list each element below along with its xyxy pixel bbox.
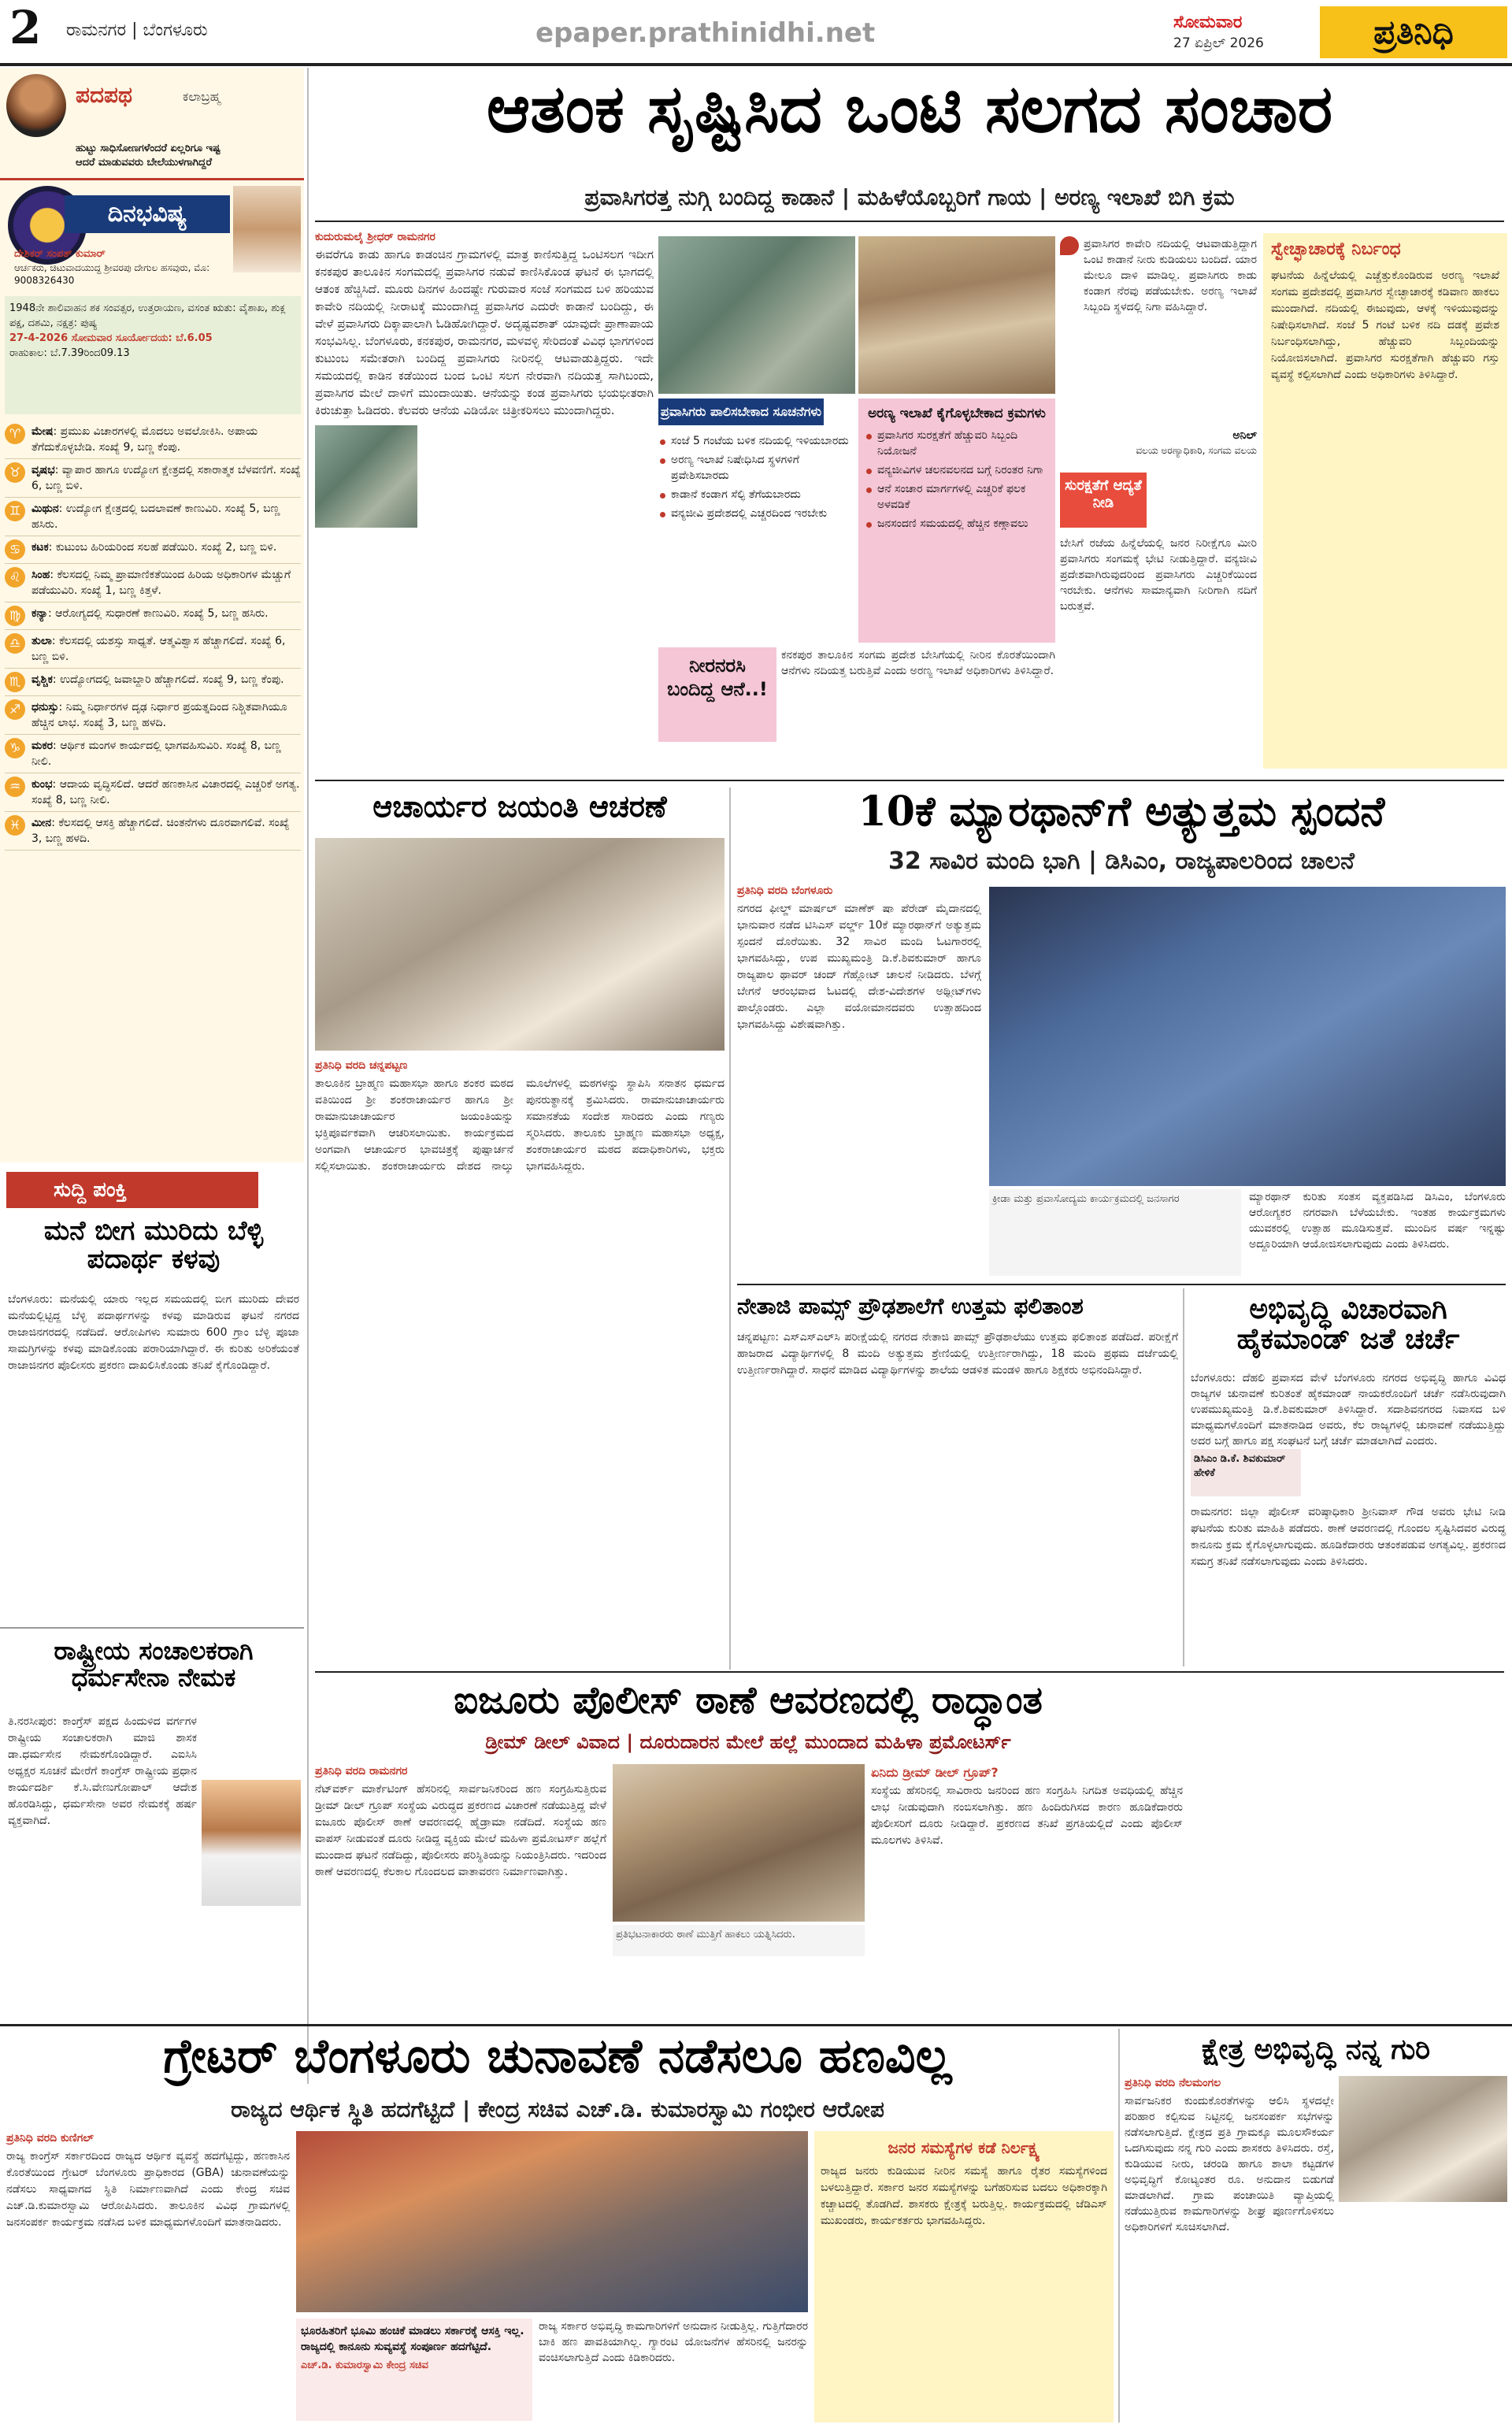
measure-item: ಪ್ರವಾಸಿಗರ ಸುರಕ್ಷತೆಗೆ ಹೆಚ್ಚುವರಿ ಸಿಬ್ಬಂದಿ ನಿಯೋಜನೆ (865, 428, 1049, 459)
acharya-photo (315, 838, 724, 1051)
divider (315, 780, 1504, 781)
kshetra-headline: ಕ್ಷೇತ್ರ ಅಭಿವೃದ್ಧಿ ನನ್ನ ಗುರಿ (1201, 2033, 1431, 2066)
ijooru-headline: ಐಜೂರು ಪೊಲೀಸ್ ಠಾಣೆ ಆವರಣದಲ್ಲಿ ರಾದ್ಧಾಂತ (454, 1678, 1043, 1722)
tip-item: ವನ್ಯಜೀವಿ ಪ್ರದೇಶದಲ್ಲಿ ಎಚ್ಚರದಿಂದ ಇರಬೇಕು (658, 506, 852, 521)
forest-measures-title: ಅರಣ್ಯ ಇಲಾಖೆ ಕೈಗೊಳ್ಳಬೇಕಾದ ಕ್ರಮಗಳು (868, 406, 1046, 421)
suddi-story1-text: ಬೆಂಗಳೂರು: ಮನೆಯಲ್ಲಿ ಯಾರು ಇಲ್ಲದ ಸಮಯದಲ್ಲಿ ಬೀಗ ಮುರಿದು ದೇವರ ಮನೆಯಲ್ಲಿಟ್ಟಿದ್ದ ಬೆಳ್ಳಿ ಪದಾರ್ಥಗಳನ್ನು ಕಳವು ಮಾಡಿರುವ ಘಟನೆ ನಗರದ ರಾಜಾಜಿನಗರದಲ್ಲಿ ನಡೆದಿದೆ. ಆರೋಪಿಗಳು ಸುಮಾರು 600 ಗ್ರಾಂ ಬೆಳ್ಳಿ ಪೂಜಾ ಸಾಮಗ್ರಿಗಳನ್ನು ಕಳವು ಮಾಡಿಕೊಂಡು ಪರಾರಿಯಾಗಿದ್ದಾರೆ. ಈ ಕುರಿತು ಅರಿಕೆಯಂತೆ ರಾಜಾಜಿನಗರ ಪೊಲೀಸರು ಪ್ರಕರಣ ದಾಖಲಿಸಿಕೊಂಡು ತನಿಖೆ ಕೈಗೊಂಡಿದ್ದಾರೆ. (8, 1293, 299, 1372)
kshetra-photo (1339, 2076, 1507, 2202)
netaji-text: ಚನ್ನಪಟ್ಟಣ: ಎಸ್‌ಎಸ್‌ಎಲ್‌ಸಿ ಪರೀಕ್ಷೆಯಲ್ಲಿ ನಗರದ ನೇತಾಜಿ ಪಾಮ್ಸ್ ಪ್ರೌಢಶಾಲೆಯು ಉತ್ತಮ ಫಲಿತಾಂಶ ಪಡೆದಿದೆ. ಪರೀಕ್ಷೆಗೆ ಹಾಜರಾದ ವಿದ್ಯಾರ್ಥಿಗಳಲ್ಲಿ 8 ಮಂದಿ ಅತ್ಯುತ್ತಮ ಶ್ರೇಣಿಯಲ್ಲಿ ಉತ್ತೀರ್ಣರಾಗಿದ್ದು, 18 ಮಂದಿ ಪ್ರಥಮ ದರ್ಜೆಯಲ್ಲಿ ಉತ್ತೀರ್ಣರಾಗಿದ್ದಾರೆ. ಸಾಧನೆ ಮಾಡಿದ ವಿದ್ಯಾರ್ಥಿಗಳನ್ನು ಶಾಲೆಯ ಆಡಳಿತ ಮಂಡಳಿ ಹಾಗೂ ಶಿಕ್ಷಕರು ಅಭಿನಂದಿಸಿದ್ದಾರೆ. (737, 1331, 1178, 1377)
measure-item: ಆನೆ ಸಂಚಾರ ಮಾರ್ಗಗಳಲ್ಲಿ ಎಚ್ಚರಿಕೆ ಫಲಕ ಅಳವಡಿಕೆ (865, 481, 1049, 513)
rahu-kala: ರಾಹುಕಾಲ: ಬೆ.7.39ರಿಂದ09.13 (9, 347, 130, 359)
zodiac-item: ♋ ಕಟಕ: ಕುಟುಂಬ ಹಿರಿಯರಿಂದ ಸಲಹೆ ಪಡೆಯಿರಿ. ಸಂಖ್ಯೆ 2, ಬಣ್ಣ ಬಿಳಿ. (5, 536, 301, 564)
quote-title: ನೀರನರಸಿ ಬಂದಿದ್ದ ಆನೆ..! (658, 647, 776, 742)
section-title: ರಾಮನಗರ | ಬೆಂಗಳೂರು (66, 20, 208, 40)
column-divider (729, 788, 731, 1670)
suddi-story1-title: ಮನೆ ಬೀಗ ಮುರಿದು ಬೆಳ್ಳಿ ಪದಾರ್ಥ ಕಳವು (43, 1215, 264, 1275)
greater-subhead: ರಾಜ್ಯದ ಆರ್ಥಿಕ ಸ್ಥಿತಿ ಹದಗೆಟ್ಟಿದೆ | ಕೇಂದ್ರ ಸಚಿವ ಎಚ್.ಡಿ. ಕುಮಾರಸ್ವಾಮಿ ಗಂಭೀರ ಆರೋಪ (231, 2096, 884, 2122)
greater-box (814, 2131, 1114, 2422)
ijooru-right-text: ಸಂಸ್ಥೆಯ ಹೆಸರಿನಲ್ಲಿ ಸಾವಿರಾರು ಜನರಿಂದ ಹಣ ಸಂಗ್ರಹಿಸಿ ನಿಗದಿತ ಅವಧಿಯಲ್ಲಿ ಹೆಚ್ಚಿನ ಲಾಭ ನೀಡುವುದಾಗಿ ನಂಬಿಸಲಾಗಿತ್ತು. ಹಣ ಹಿಂದಿರುಗಿಸದ ಕಾರಣ ಹೂಡಿಕೆದಾರರು ಪೊಲೀಸರಿಗೆ ದೂರು ನೀಡಿದ್ದಾರೆ. ಪ್ರಕರಣದ ತನಿಖೆ ಪ್ರಗತಿಯಲ್ಲಿದೆ ಎಂದು ಪೊಲೀಸ್ ಮೂಲಗಳು ತಿಳಿಸಿವೆ. (871, 1785, 1183, 1847)
side-text: ಘಟನೆಯ ಹಿನ್ನೆಲೆಯಲ್ಲಿ ಎಚ್ಚೆತ್ತುಕೊಂಡಿರುವ ಅರಣ್ಯ ಇಲಾಖೆ ಸಂಗಮ ಪ್ರದೇಶದಲ್ಲಿ ಪ್ರವಾಸಿಗರ ಸ್ವೇಚ್ಛಾಚಾರಕ್ಕೆ ಕಡಿವಾಣ ಹಾಕಲು ಮುಂದಾಗಿದೆ. ನದಿಯಲ್ಲಿ ಈಜುವುದು, ಆಳಕ್ಕೆ ಇಳಿಯುವುದನ್ನು ನಿಷೇಧಿಸಲಾಗಿದೆ. ಸಂಜೆ 5 ಗಂಟೆ ಬಳಿಕ ನದಿ ದಡಕ್ಕೆ ಪ್ರವೇಶ ನಿರ್ಬಂಧಿಸಲಾಗಿದ್ದು, ಹೆಚ್ಚುವರಿ ಸಿಬ್ಬಂದಿಯನ್ನು ನಿಯೋಜಿಸಲಾಗಿದೆ. ಪ್ರವಾಸಿಗರ ಸುರಕ್ಷತೆಗಾಗಿ ಹೆಚ್ಚುವರಿ ಗಸ್ತು ವ್ಯವಸ್ಥೆ ಕಲ್ಪಿಸಲಾಗಿದೆ ಎಂದು ಅಧಿಕಾರಿಗಳು ತಿಳಿಸಿದ್ದಾರೆ. (1271, 269, 1499, 381)
ijooru-photo (613, 1764, 865, 1922)
divider (0, 178, 304, 180)
elephant-subhead: ಪ್ರವಾಸಿಗರತ್ತ ನುಗ್ಗಿ ಬಂದಿದ್ದ ಕಾಡಾನೆ | ಮಹಿಳೆಯೊಬ್ಬರಿಗೆ ಗಾಯ | ಅರಣ್ಯ ಇಲಾಖೆ ಬಿಗಿ ಕ್ರಮ (584, 184, 1235, 210)
politician-photo (202, 1780, 301, 1906)
measure-item: ವನ್ಯಜೀವಿಗಳ ಚಲನವಲನದ ಬಗ್ಗೆ ನಿರಂತರ ನಿಗಾ (865, 462, 1049, 478)
greater-box-title: ಜನರ ಸಮಸ್ಯೆಗಳ ಕಡೆ ನಿರ್ಲಕ್ಷ್ಯ (888, 2138, 1040, 2157)
zodiac-item: ♊ ಮಿಥುನ: ಉದ್ಯೋಗ ಕ್ಷೇತ್ರದಲ್ಲಿ ಬದಲಾವಣೆ ಕಾಣುವಿರಿ. ಸಂಖ್ಯೆ 5, ಬಣ್ಣ ಹಸಿರು. (5, 498, 301, 536)
suddi-title: ಸುದ್ದಿ ಪಂಕ್ತಿ (6, 1172, 258, 1208)
zodiac-item: ♒ ಕುಂಭ: ಆದಾಯ ವೃದ್ಧಿಸಲಿದೆ. ಆದರೆ ಹಣಕಾಸಿನ ವಿಚಾರದಲ್ಲಿ ಎಚ್ಚರಿಕೆ ಅಗತ್ಯ. ಸಂಖ್ಯೆ 8, ಬಣ್ಣ ನೀಲಿ. (5, 773, 301, 812)
astrologer-name: ದೇಶಿಕರ್ ಸಂಪತ್ ಕುಮಾರ್ (14, 248, 106, 260)
ijooru-far-text: ರಾಮನಗರ: ಜಿಲ್ಲಾ ಪೊಲೀಸ್ ವರಿಷ್ಠಾಧಿಕಾರಿ ಶ್ರೀನಿವಾಸ್ ಗೌಡ ಅವರು ಭೇಟಿ ನೀಡಿ ಘಟನೆಯ ಕುರಿತು ಮಾಹಿತಿ ಪಡೆದರು. ಠಾಣೆ ಆವರಣದಲ್ಲಿ ಗೊಂದಲ ಸೃಷ್ಟಿಸಿದವರ ವಿರುದ್ಧ ಕಾನೂನು ಕ್ರಮ ಕೈಗೊಳ್ಳಲಾಗುವುದು. ಹೂಡಿಕೆದಾರರು ಆತಂಕಪಡುವ ಅಗತ್ಯವಿಲ್ಲ. ಪ್ರಕರಣದ ಸಮಗ್ರ ತನಿಖೆ ನಡೆಸಲಾಗುವುದು ಎಂದು ತಿಳಿಸಿದರು. (1191, 1506, 1506, 1568)
astrologer-info: ಆರ್ಚಕರು, ಚಿಟುವಾದಯುದ್ದ ಶ್ರೀವರಪು ದೇಗುಲ ಹಸವುರು, ಮೊ: 9008326430 (14, 262, 210, 286)
aquarius-icon: ♒ (5, 777, 25, 797)
greater-mid-text: ರಾಜ್ಯ ಸರ್ಕಾರ ಅಭಿವೃದ್ಧಿ ಕಾಮಗಾರಿಗಳಿಗೆ ಅನುದಾನ ನೀಡುತ್ತಿಲ್ಲ. ಗುತ್ತಿಗೆದಾರರ ಬಾಕಿ ಹಣ ಪಾವತಿಯಾಗಿಲ್ಲ. ಗ್ಯಾರಂಟಿ ಯೋಜನೆಗಳ ಹೆಸರಿನಲ್ಲಿ ಜನರನ್ನು ವಂಚಿಸಲಾಗುತ್ತಿದೆ ಎಂದು ಕಿಡಿಕಾರಿದರು. (539, 2320, 808, 2364)
marathon-subhead: 32 ಸಾವಿರ ಮಂದಿ ಭಾಗಿ | ಡಿಸಿಎಂ, ರಾಜ್ಯಪಾಲರಿಂದ ಚಾಲನೆ (888, 847, 1354, 875)
elephant-byline: ಕುದುರುಮಲೈ ಶ್ರೀಧರ್ ರಾಮನಗರ (315, 231, 435, 243)
horoscope-title: ದಿನಭವಿಷ್ಯ (65, 195, 230, 233)
safety-title: ಸುರಕ್ಷತೆಗೆ ಆದ್ಯತೆ ನೀಡಿ (1060, 473, 1147, 528)
officer-name: ಅನಿಲ್ (1232, 429, 1257, 442)
zodiac-item: ♎ ತುಲಾ: ಕೆಲಸದಲ್ಲಿ ಯಶಸ್ಸು ಸಾಧ್ಯತೆ. ಆತ್ಮವಿಶ್ವಾಸ ಹೆಚ್ಚಾಗಲಿದೆ. ಸಂಖ್ಯೆ 6, ಬಣ್ಣ ಬಿಳಿ. (5, 630, 301, 669)
kshetra-byline: ಪ್ರತಿನಿಧಿ ವರದಿ ನೆಲಮಂಗಲ (1125, 2077, 1221, 2089)
tip-item: ಅರಣ್ಯ ಇಲಾಖೆ ನಿಷೇಧಿಸಿದ ಸ್ಥಳಗಳಿಗೆ ಪ್ರವೇಶಿಸಬಾರದು (658, 452, 852, 484)
taurus-icon: ♉ (5, 462, 25, 483)
marathon-text: ನಗರದ ಫೀಲ್ಡ್ ಮಾರ್ಷಲ್ ಮಾಣೆಕ್ ಷಾ ಪೆರೇಡ್ ಮೈದಾನದಲ್ಲಿ ಭಾನುವಾರ ನಡೆದ ಟಿಸಿಎಸ್ ವರ್ಲ್ಡ್ 10ಕೆ ಮ್ಯಾರಥಾನ್‌ಗೆ ಅತ್ಯುತ್ತಮ ಸ್ಪಂದನೆ ದೊರೆಯಿತು. 32 ಸಾವಿರ ಮಂದಿ ಓಟಗಾರರಲ್ಲಿ ಭಾಗವಹಿಸಿದ್ದು, ಉಪ ಮುಖ್ಯಮಂತ್ರಿ ಡಿ.ಕೆ.ಶಿವಕುಮಾರ್ ಹಾಗೂ ರಾಜ್ಯಪಾಲ ಥಾವರ್ ಚಂದ್ ಗೆಹ್ಲೋಟ್ ಚಾಲನೆ ನೀಡಿದರು. ಬೆಳಗ್ಗೆ ಬೇಗನೆ ಆರಂಭವಾದ ಓಟದಲ್ಲಿ ದೇಶ-ವಿದೇಶಗಳ ಅಥ್ಲೀಟ್‌ಗಳು ಪಾಲ್ಗೊಂಡರು. ಎಲ್ಲಾ ವಯೋಮಾನದವರು ಉತ್ಸಾಹದಿಂದ ಭಾಗವಹಿಸಿದ್ದು ವಿಶೇಷವಾಗಿತ್ತು. (737, 903, 981, 1031)
column-divider (1183, 1288, 1184, 1666)
greater-byline: ಪ್ರತಿನಿಧಿ ವರದಿ ಕುಣಿಗಲ್ (6, 2132, 94, 2144)
divider (0, 2024, 1512, 2026)
acharya-headline: ಆಚಾರ್ಯರ ಜಯಂತಿ ಆಚರಣೆ (372, 788, 667, 824)
zodiac-item: ♏ ವೃಶ್ಚಿಕ: ಉದ್ಯೋಗದಲ್ಲಿ ಜವಾಬ್ದಾರಿ ಹೆಚ್ಚಾಗಲಿದೆ. ಸಂಖ್ಯೆ 9, ಬಣ್ಣ ಕೆಂಪು. (5, 669, 301, 696)
padapatha-author: ಕಲಾಬ್ರಹ್ಮ (183, 89, 221, 104)
marathon-photo (989, 887, 1506, 1186)
suddi-story2-text: ತಿ.ನರಸೀಪುರ: ಕಾಂಗ್ರೆಸ್ ಪಕ್ಷದ ಹಿಂದುಳಿದ ವರ್ಗಗಳ ರಾಷ್ಟ್ರೀಯ ಸಂಚಾಲಕರಾಗಿ ಮಾಜಿ ಶಾಸಕ ಡಾ.ಧರ್ಮಸೇನ ನೇಮಕಗೊಂಡಿದ್ದಾರೆ. ಎಐಸಿಸಿ ಅಧ್ಯಕ್ಷರ ಸೂಚನೆ ಮೇರೆಗೆ ಕಾಂಗ್ರೆಸ್ ರಾಷ್ಟ್ರೀಯ ಪ್ರಧಾನ ಕಾರ್ಯದರ್ಶಿ ಕೆ.ಸಿ.ವೇಣುಗೋಪಾಲ್ ಆದೇಶ ಹೊರಡಿಸಿದ್ದು, ಧರ್ಮಸೇನಾ ಅವರ ನೇಮಕಕ್ಕೆ ಹರ್ಷ ವ್ಯಕ್ತವಾಗಿದೆ. (8, 1715, 197, 1827)
scorpio-icon: ♏ (5, 672, 25, 692)
elephant-photo (858, 236, 1055, 394)
marathon-byline: ಪ್ರತಿನಿಧಿ ವರದಿ ಬೆಂಗಳೂರು (737, 884, 833, 897)
page-number: 2 (9, 1, 42, 54)
header-rule (0, 63, 1512, 66)
virgo-icon: ♍ (5, 606, 25, 626)
padapatha-title: ಪದಪಥ (76, 82, 133, 108)
aries-icon: ♈ (5, 424, 25, 444)
quote-text: ಕನಕಪುರ ತಾಲೂಕಿನ ಸಂಗಮ ಪ್ರದೇಶ ಬೇಸಿಗೆಯಲ್ಲಿ ನೀರಿನ ಕೊರತೆಯಿಂದಾಗಿ ಆನೆಗಳು ನದಿಯತ್ತ ಬರುತ್ತಿವೆ ಎಂದು ಅರಣ್ಯ ಇಲಾಖೆ ಅಧಿಕಾರಿಗಳು ತಿಳಿಸಿದ್ದಾರೆ. (781, 649, 1055, 677)
tips-list (658, 430, 852, 643)
divider (315, 221, 1504, 222)
almanac-text: 1948ನೇ ಶಾಲಿವಾಹನ ಶಕ ಸಂವತ್ಸರ, ಉತ್ತರಾಯಣ, ವಸಂತ ಋತು: ವೈಶಾಖ, ಶುಕ್ಲ ಪಕ್ಷ, ದಶಮಿ, ನಕ್ಷತ್ರ: ಪುಷ್ಯ (9, 302, 286, 329)
kshetra-text: ಸಾರ್ವಜನಿಕರ ಕುಂದುಕೊರತೆಗಳನ್ನು ಆಲಿಸಿ ಸ್ಥಳದಲ್ಲೇ ಪರಿಹಾರ ಕಲ್ಪಿಸುವ ನಿಟ್ಟಿನಲ್ಲಿ ಜನಸಂಪರ್ಕ ಸಭೆಗಳನ್ನು ನಡೆಸಲಾಗುತ್ತಿದೆ. ಕ್ಷೇತ್ರದ ಪ್ರತಿ ಗ್ರಾಮಕ್ಕೂ ಮೂಲಸೌಕರ್ಯ ಒದಗಿಸುವುದು ನನ್ನ ಗುರಿ ಎಂದು ಶಾಸಕರು ತಿಳಿಸಿದರು. ರಸ್ತೆ, ಕುಡಿಯುವ ನೀರು, ಚರಂಡಿ ಹಾಗೂ ಶಾಲಾ ಕಟ್ಟಡಗಳ ಅಭಿವೃದ್ಧಿಗೆ ಕೋಟ್ಯಂತರ ರೂ. ಅನುದಾನ ಬಿಡುಗಡೆ ಮಾಡಲಾಗಿದೆ. ಗ್ರಾಮ ಪಂಚಾಯಿತಿ ವ್ಯಾಪ್ತಿಯಲ್ಲಿ ನಡೆಯುತ್ತಿರುವ ಕಾಮಗಾರಿಗಳನ್ನು ಶೀಘ್ರ ಪೂರ್ಣಗೊಳಿಸಲು ಅಧಿಕಾರಿಗಳಿಗೆ ಸೂಚಿಸಲಾಗಿದೆ. (1125, 2095, 1334, 2233)
ijooru-mid-title: ಏನಿದು ಡ್ರೀಮ್ ಡೀಲ್ ಗ್ರೂಪ್? (871, 1765, 999, 1780)
measure-item: ಜನಸಂದಣಿ ಸಮಯದಲ್ಲಿ ಹೆಚ್ಚಿನ ಕಣ್ಗಾವಲು (865, 516, 1049, 532)
libra-icon: ♎ (5, 633, 25, 654)
masthead-logo: ಪ್ರತಿನಿಧಿ (1320, 6, 1507, 58)
netaji-headline: ನೇತಾಜಿ ಪಾಮ್ಸ್ ಪ್ರೌಢಶಾಲೆಗೆ ಉತ್ತಮ ಫಲಿತಾಂಶ (737, 1293, 1084, 1319)
column-divider (307, 68, 309, 2084)
acharya-byline: ಪ್ರತಿನಿಧಿ ವರದಿ ಚನ್ನಪಟ್ಟಣ (315, 1059, 408, 1072)
ijooru-subhead: ಡ್ರೀಮ್ ಡೀಲ್ ವಿವಾದ | ದೂರುದಾರನ ಮೇಲೆ ಹಲ್ಲೆ ಮುಂದಾದ ಮಹಿಳಾ ಪ್ರಮೋಟರ್ಸ್ (485, 1731, 1011, 1753)
column-divider (1118, 2029, 1120, 2422)
tips-title: ಪ್ರವಾಸಿಗರು ಪಾಲಿಸಬೇಕಾದ ಸೂಚನೆಗಳು (658, 398, 824, 425)
river-photo (658, 236, 855, 394)
greater-photo (296, 2131, 808, 2312)
tip-item: ಕಾಡಾನೆ ಕಂಡಾಗ ಸೆಲ್ಫಿ ತೆಗೆಯಬಾರದು (658, 487, 852, 502)
tip-item: ಸಂಜೆ 5 ಗಂಟೆಯ ಬಳಿಕ ನದಿಯಲ್ಲಿ ಇಳಿಯಬಾರದು (658, 433, 852, 449)
cancer-icon: ♋ (5, 539, 25, 560)
side-title: ಸ್ವೇಚ್ಛಾಚಾರಕ್ಕೆ ನಿರ್ಬಂಧ (1271, 239, 1401, 259)
marathon-caption: ಕ್ರೀಡಾ ಮತ್ತು ಪ್ರವಾಸೋದ್ಯಮ ಕಾರ್ಯಕ್ರಮದಲ್ಲಿ ಜನಸಾಗರ (989, 1189, 1241, 1276)
marathon-right-text: ಮ್ಯಾರಥಾನ್ ಕುರಿತು ಸಂತಸ ವ್ಯಕ್ತಪಡಿಸಿದ ಡಿಸಿಎಂ, ಬೆಂಗಳೂರು ಆರೋಗ್ಯಕರ ನಗರವಾಗಿ ಬೆಳೆಯಬೇಕು. ಇಂತಹ ಕಾರ್ಯಕ್ರಮಗಳು ಯುವಕರಲ್ಲಿ ಉತ್ಸಾಹ ಮೂಡಿಸುತ್ತವೆ. ಮುಂದಿನ ವರ್ಷ ಇನ್ನಷ್ಟು ಅದ್ದೂರಿಯಾಗಿ ಆಯೋಜಿಸಲಾಗುವುದು ಎಂದು ತಿಳಿಸಿದರು. (1249, 1191, 1506, 1251)
epaper-url[interactable]: epaper.prathinidhi.net (536, 17, 876, 49)
astrologer-photo (233, 186, 301, 272)
zodiac-item: ♉ ವೃಷಭ: ವ್ಯಾಪಾರ ಹಾಗೂ ಉದ್ಯೋಗ ಕ್ಷೇತ್ರದಲ್ಲಿ ಸಕಾರಾತ್ಮಕ ಬೆಳವಣಿಗೆ. ಸಂಖ್ಯೆ 6, ಬಣ್ಣ ಬಿಳಿ. (5, 459, 301, 498)
greater-text: ರಾಜ್ಯ ಕಾಂಗ್ರೆಸ್ ಸರ್ಕಾರದಿಂದ ರಾಜ್ಯದ ಆರ್ಥಿಕ ವ್ಯವಸ್ಥೆ ಹದಗೆಟ್ಟಿದ್ದು, ಹಣಕಾಸಿನ ಕೊರತೆಯಿಂದ ಗ್ರೇಟರ್ ಬೆಂಗಳೂರು ಪ್ರಾಧಿಕಾರದ (GBA) ಚುನಾವಣೆಯನ್ನು ನಡೆಸಲು ಸಾಧ್ಯವಾಗದ ಸ್ಥಿತಿ ನಿರ್ಮಾಣವಾಗಿದೆ ಎಂದು ಕೇಂದ್ರ ಸಚಿವ ಎಚ್.ಡಿ.ಕುಮಾರಸ್ವಾಮಿ ಆರೋಪಿಸಿದರು. ತಾಲೂಕಿನ ವಿವಿಧ ಗ್ರಾಮಗಳಲ್ಲಿ ಜನಸಂಪರ್ಕ ಕಾರ್ಯಕ್ರಮ ನಡೆಸಿದ ಬಳಿಕ ಮಾಧ್ಯಮಗಳೊಂದಿಗೆ ಮಾತನಾಡಿದರು. (6, 2150, 290, 2229)
capricorn-icon: ♑ (5, 738, 25, 758)
zodiac-item: ♈ ಮೇಷ: ಪ್ರಮುಖ ವಿಚಾರಗಳಲ್ಲಿ ಮೊದಲು ಅವಲೋಕಿಸಿ. ಅಪಾಯ ತೆಗೆದುಕೊಳ್ಳಬೇಡಿ. ಸಂಖ್ಯೆ 9, ಬಣ್ಣ ಕೆಂಪು. (5, 421, 301, 459)
greater-quote-box (296, 2319, 532, 2421)
ijooru-caption: ಪ್ರತಿಭಟನಾಕಾರರು ಠಾಣೆ ಮುತ್ತಿಗೆ ಹಾಕಲು ಯತ್ನಿಸಿದರು. (613, 1925, 865, 1956)
ijooru-byline: ಪ್ರತಿನಿಧಿ ವರದಿ ರಾಮನಗರ (315, 1765, 408, 1777)
elephant-text: ಈವರೆಗೂ ಕಾಡು ಹಾಗೂ ಕಾಡಂಚಿನ ಗ್ರಾಮಗಳಲ್ಲಿ ಮಾತ್ರ ಕಾಣಿಸುತ್ತಿದ್ದ ಒಂಟಿಸಲಗ ಇದೀಗ ಕನಕಪುರ ತಾಲೂಕಿನ ಸಂಗಮದಲ್ಲಿ ಪ್ರವಾಸಿಗರ ನಡುವೆ ಕಾಣಿಸಿಕೊಂಡ ಘಟನೆ ಈ ಭಾಗದಲ್ಲಿ ಆತಂಕ ಹೆಚ್ಚಿಸಿದೆ. ಮೂರು ದಿನಗಳ ಹಿಂದಷ್ಟೇ ಗುರುವಾರ ಸಂಜೆ ಸಂಗಮದ ಬಳಿ ಹರಿಯುವ ಕಾವೇರಿ ನದಿಯಲ್ಲಿ ನೀರಾಟಕ್ಕೆ ಮುಂದಾಗಿದ್ದ ಪ್ರವಾಸಿಗರ ಎದುರೇ ಕಾಡಾನೆ ಬಂದಿದ್ದು, ಈ ವೇಳೆ ಪ್ರವಾಸಿಗರು ದಿಕ್ಕಾಪಾಲಾಗಿ ಓಡಿಹೋಗಿದ್ದಾರೆ. ಅದೃಷ್ಟವಶಾತ್ ಯಾವುದೇ ಪ್ರಾಣಾಪಾಯ ಸಂಭವಿಸಿಲ್ಲ. ಬೆಂಗಳೂರು, ಕನಕಪುರ, ರಾಮನಗರ, ಮಳವಳ್ಳಿ ಸೇರಿದಂತೆ ವಿವಿಧ ಭಾಗಗಳಿಂದ ಕುಟುಂಬ ಸಮೇತರಾಗಿ ಬಂದಿದ್ದ ಪ್ರವಾಸಿಗರು ನೀರಿನಲ್ಲಿ ಆಟವಾಡುತ್ತಿದ್ದರು. ಇದೇ ಸಮಯದಲ್ಲಿ ಕಾಡಿನ ಕಡೆಯಿಂದ ಬಂದ ಒಂಟಿ ಸಲಗ ನೇರವಾಗಿ ನದಿಯತ್ತ ಸಾಗಿಬಂದು, ಪ್ರವಾಸಿಗರ ಮೇಲೆ ದಾಳಿಗೆ ಮುಂದಾಯಿತು. ಆನೆಯನ್ನು ಕಂಡ ಪ್ರವಾಸಿಗರು ಭಯಭೀತರಾಗಿ ಕಿರುಚುತ್ತಾ ಓಡಿದರು. ಕೆಲವರು ಆನೆಯ ವಿಡಿಯೋ ಚಿತ್ರೀಕರಿಸಲು ಮುಂದಾಗಿದ್ದರು. (315, 247, 654, 417)
issue-date: 27 ಏಪ್ರಿಲ್ 2026 (1173, 35, 1264, 51)
zodiac-item: ♐ ಧನುಸ್ಸು: ನಿಮ್ಮ ನಿರ್ಧಾರಗಳ ದೃಢ ನಿರ್ಧಾರ ಪ್ರಯತ್ನದಿಂದ ನಿಶ್ಚಿತವಾಗಿಯೂ ಹೆಚ್ಚಿನ ಲಾಭ. ಸಂಖ್ಯೆ 3, ಬಣ್ಣ ಹಳದಿ. (5, 696, 301, 735)
greater-quote: ಭೂರಹಿತರಿಗೆ ಭೂಮಿ ಹಂಚಿಕೆ ಮಾಡಲು ಸರ್ಕಾರಕ್ಕೆ ಆಸಕ್ತಿ ಇಲ್ಲ. ರಾಜ್ಯದಲ್ಲಿ ಕಾನೂನು ಸುವ್ಯವಸ್ಥೆ ಸಂಪೂರ್ಣ ಹದಗೆಟ್ಟಿದೆ. (301, 2325, 524, 2353)
acharya-text: ತಾಲೂಕಿನ ಬ್ರಾಹ್ಮಣ ಮಹಾಸಭಾ ಹಾಗೂ ಶಂಕರ ಮಠದ ವತಿಯಿಂದ ಶ್ರೀ ಶಂಕರಾಚಾರ್ಯರ ಹಾಗೂ ಶ್ರೀ ರಾಮಾನುಜಾಚಾರ್ಯರ ಜಯಂತಿಯನ್ನು ಭಕ್ತಿಪೂರ್ವಕವಾಗಿ ಆಚರಿಸಲಾಯಿತು. ಕಾರ್ಯಕ್ರಮದ ಅಂಗವಾಗಿ ಆಚಾರ್ಯರ ಭಾವಚಿತ್ರಕ್ಕೆ ಪುಷ್ಪಾರ್ಚನೆ ಸಲ್ಲಿಸಲಾಯಿತು. ಶಂಕರಾಚಾರ್ಯರು ದೇಶದ ನಾಲ್ಕು ಮೂಲೆಗಳಲ್ಲಿ ಮಠಗಳನ್ನು ಸ್ಥಾಪಿಸಿ ಸನಾತನ ಧರ್ಮದ ಪುನರುತ್ಥಾನಕ್ಕೆ ಶ್ರಮಿಸಿದರು. ರಾಮಾನುಜಾಚಾರ್ಯರು ಸಮಾನತೆಯ ಸಂದೇಶ ಸಾರಿದರು ಎಂದು ಗಣ್ಯರು ಸ್ಮರಿಸಿದರು. ತಾಲೂಕು ಬ್ರಾಹ್ಮಣ ಮಹಾಸಭಾ ಅಧ್ಯಕ್ಷ, ಶಂಕರಾಚಾರ್ಯರ ಮಠದ ಪದಾಧಿಕಾರಿಗಳು, ಭಕ್ತರು ಭಾಗವಹಿಸಿದ್ದರು. (315, 1077, 724, 1173)
left-sidebar (0, 68, 304, 1162)
forest-measures-list (865, 428, 1049, 532)
zodiac-item: ♑ ಮಕರ: ಆರ್ಥಿಕ ಮಂಗಳ ಕಾರ್ಯದಲ್ಲಿ ಭಾಗವಹಿಸುವಿರಿ. ಸಂಖ್ಯೆ 8, ಬಣ್ಣ ನೀಲಿ. (5, 735, 301, 773)
marathon-headline: 10ಕೆ ಮ್ಯಾರಥಾನ್‌ಗೆ ಅತ್ಯುತ್ತಮ ಸ್ಪಂದನೆ (858, 788, 1385, 836)
elephant-headline: ಆತಂಕ ಸೃಷ್ಟಿಸಿದ ಒಂಟಿ ಸಲಗದ ಸಂಚಾರ (486, 69, 1333, 147)
zodiac-item: ♓ ಮೀನ: ಕೆಲಸದಲ್ಲಿ ಆಸಕ್ತಿ ಹೆಚ್ಚಾಗಲಿದೆ. ಚಿಂತನೆಗಳು ದೂರವಾಗಲಿವೆ. ಸಂಖ್ಯೆ 3, ಬಣ್ಣ ಹಳದಿ. (5, 812, 301, 851)
almanac-date: 27-4-2026 ಸೋಮವಾರ ಸೂರ್ಯೋದಯ: ಬೆ.6.05 (9, 332, 213, 344)
divider (737, 1284, 1506, 1285)
forest-measures-box (858, 398, 1055, 643)
gemini-icon: ♊ (5, 501, 25, 521)
columnist-photo (6, 74, 66, 137)
vikas-text: ಬೆಂಗಳೂರು: ದೆಹಲಿ ಪ್ರವಾಸದ ವೇಳೆ ಬೆಂಗಳೂರು ನಗರದ ಅಭಿವೃದ್ಧಿ ಹಾಗೂ ವಿವಿಧ ರಾಜ್ಯಗಳ ಚುನಾವಣೆ ಕುರಿತಂತೆ ಹೈಕಮಾಂಡ್ ನಾಯಕರೊಂದಿಗೆ ಚರ್ಚೆ ನಡೆಸಿರುವುದಾಗಿ ಉಪಮುಖ್ಯಮಂತ್ರಿ ಡಿ.ಕೆ.ಶಿವಕುಮಾರ್ ತಿಳಿಸಿದ್ದಾರೆ. ಸದಾಶಿವನಗರದ ನಿವಾಸದ ಬಳಿ ಮಾಧ್ಯಮಗಳೊಂದಿಗೆ ಮಾತನಾಡಿದ ಅವರು, ಕೆಲ ರಾಜ್ಯಗಳಲ್ಲಿ ಚುನಾವಣೆ ನಡೆಯುತ್ತಿದ್ದು ಅದರ ಬಗ್ಗೆ ಹಾಗೂ ಪಕ್ಷ ಸಂಘಟನೆ ಬಗ್ಗೆ ಚರ್ಚೆ ಮಾಡಲಾಗಿದೆ ಎಂದರು. (1191, 1372, 1506, 1448)
issue-day: ಸೋಮವಾರ (1173, 13, 1243, 32)
pisces-icon: ♓ (5, 815, 25, 836)
zodiac-item: ♍ ಕನ್ಯಾ: ಆರೋಗ್ಯದಲ್ಲಿ ಸುಧಾರಣೆ ಕಾಣುವಿರಿ. ಸಂಖ್ಯೆ 5, ಬಣ್ಣ ಹಸಿರು. (5, 602, 301, 630)
safety-text: ಬೇಸಿಗೆ ರಜೆಯ ಹಿನ್ನೆಲೆಯಲ್ಲಿ ಜನರ ನಿರೀಕ್ಷೆಗೂ ಮೀರಿ ಪ್ರವಾಸಿಗರು ಸಂಗಮಕ್ಕೆ ಭೇಟಿ ನೀಡುತ್ತಿದ್ದಾರೆ. ವನ್ಯಜೀವಿ ಪ್ರದೇಶವಾಗಿರುವುದರಿಂದ ಪ್ರವಾಸಿಗರು ಎಚ್ಚರಿಕೆಯಿಂದ ಇರಬೇಕು. ಆನೆಗಳು ಸಾಮಾನ್ಯವಾಗಿ ನೀರಿಗಾಗಿ ನದಿಗೆ ಬರುತ್ತವೆ. (1060, 537, 1257, 613)
suddi-story2-title: ರಾಷ್ಟ್ರೀಯ ಸಂಚಾಲಕರಾಗಿ ಧರ್ಮಸೇನಾ ನೇಮಕ (54, 1636, 254, 1692)
officer-role: ವಲಯ ಅರಣ್ಯಾಧಿಕಾರಿ, ಸಂಗಮ ವಲಯ (1136, 445, 1257, 456)
river-inset-photo (315, 425, 417, 528)
sagittarius-icon: ♐ (5, 699, 25, 720)
ijooru-text: ನೆಟ್‌ವರ್ಕ್ ಮಾರ್ಕೆಟಿಂಗ್ ಹೆಸರಿನಲ್ಲಿ ಸಾರ್ವಜನಿಕರಿಂದ ಹಣ ಸಂಗ್ರಹಿಸುತ್ತಿರುವ ಡ್ರೀಮ್ ಡೀಲ್ ಗ್ರೂಪ್ ಸಂಸ್ಥೆಯ ವಿರುದ್ಧದ ಪ್ರಕರಣದ ವಿಚಾರಣೆ ನಡೆಯುತ್ತಿದ್ದ ವೇಳೆ ಐಜೂರು ಪೊಲೀಸ್ ಠಾಣೆ ಆವರಣದಲ್ಲಿ ಹೈಡ್ರಾಮಾ ನಡೆದಿದೆ. ಸಂಸ್ಥೆಯ ಹಣ ವಾಪಸ್ ನೀಡುವಂತೆ ದೂರು ನೀಡಿದ್ದ ವ್ಯಕ್ತಿಯ ಮೇಲೆ ಮಹಿಳಾ ಪ್ರಮೋಟರ್ಸ್ ಹಲ್ಲೆಗೆ ಮುಂದಾದ ಘಟನೆ ನಡೆದಿದ್ದು, ಪೊಲೀಸರು ಪರಿಸ್ಥಿತಿಯನ್ನು ನಿಯಂತ್ರಿಸಿದರು. ಇದರಿಂದ ಠಾಣೆ ಆವರಣದಲ್ಲಿ ಕೆಲಕಾಲ ಗೊಂದಲದ ವಾತಾವರಣ ನಿರ್ಮಾಣವಾಗಿತ್ತು. (315, 1783, 606, 1878)
leo-icon: ♌ (5, 567, 25, 588)
officer-quote: ಪ್ರವಾಸಿಗರ ಕಾವೇರಿ ನದಿಯಲ್ಲಿ ಆಟವಾಡುತ್ತಿದ್ದಾಗ ಒಂಟಿ ಕಾಡಾನೆ ನೀರು ಕುಡಿಯಲು ಬಂದಿದೆ. ಯಾರ ಮೇಲೂ ದಾಳಿ ಮಾಡಿಲ್ಲ. ಪ್ರವಾಸಿಗರು ಕಾಡು ಕಂಡಾಗ ನೆರವು ಪಡೆಯಬೇಕು. ಅರಣ್ಯ ಇಲಾಖೆ ಸಿಬ್ಬಂದಿ ಸ್ಥಳದಲ್ಲಿ ನಿಗಾ ವಹಿಸಿದ್ದಾರೆ. (1084, 238, 1257, 313)
vikas-headline: ಅಭಿವೃದ್ಧಿ ವಿಚಾರವಾಗಿ ಹೈಕಮಾಂಡ್ ಜತೆ ಚರ್ಚೆ (1236, 1292, 1460, 1355)
greater-quote-sign: ಎಚ್.ಡಿ. ಕುಮಾರಸ್ವಾಮಿ ಕೇಂದ್ರ ಸಚಿವ (301, 2359, 428, 2371)
zodiac-list (5, 421, 301, 1208)
greater-headline: ಗ್ರೇಟರ್ ಬೆಂಗಳೂರು ಚುನಾವಣೆ ನಡೆಸಲೂ ಹಣವಿಲ್ಲ (163, 2029, 952, 2084)
divider (0, 1627, 304, 1629)
padapatha-text: ಹುಟ್ಟು ಸಾಧಿಸೋಣಗಳೆಂದರೆ ಏಲ್ಲರಿಗೂ ಇಷ್ಟ ಆದರೆ ಮಾಡುವವರು ಬೇಲೆಯುಳಗಾಗಿದ್ದರೆ (76, 143, 220, 169)
vikas-photo-label: ಡಿಸಿಎಂ ಡಿ.ಕೆ. ಶಿವಕುಮಾರ್ ಹೇಳಿಕೆ (1191, 1449, 1301, 1496)
zodiac-item: ♌ ಸಿಂಹ: ಕೆಲಸದಲ್ಲಿ ನಿಮ್ಮ ಪ್ರಾಮಾಣಿಕತೆಯಿಂದ ಹಿರಿಯ ಅಧಿಕಾರಿಗಳ ಮೆಚ್ಚುಗೆ ಪಡೆಯುವಿರಿ. ಸಂಖ್ಯೆ 1, ಬಣ್ಣ ಕಿತ್ತಳೆ. (5, 564, 301, 602)
greater-box-text: ರಾಜ್ಯದ ಜನರು ಕುಡಿಯುವ ನೀರಿನ ಸಮಸ್ಯೆ ಹಾಗೂ ರೈತರ ಸಮಸ್ಯೆಗಳಿಂದ ಬಳಲುತ್ತಿದ್ದಾರೆ. ಸರ್ಕಾರ ಜನರ ಸಮಸ್ಯೆಗಳನ್ನು ಬಗೆಹರಿಸುವ ಬದಲು ಅಧಿಕಾರಕ್ಕಾಗಿ ಕಚ್ಚಾಟದಲ್ಲಿ ತೊಡಗಿದೆ. ಶಾಸಕರು ಕ್ಷೇತ್ರಕ್ಕೆ ಬರುತ್ತಿಲ್ಲ. ಕಾರ್ಯಕ್ರಮದಲ್ಲಿ ಜೆಡಿಎಸ್ ಮುಖಂಡರು, ಕಾರ್ಯಕರ್ತರು ಭಾಗವಹಿಸಿದ್ದರು. (821, 2165, 1107, 2227)
almanac-box (5, 296, 301, 414)
